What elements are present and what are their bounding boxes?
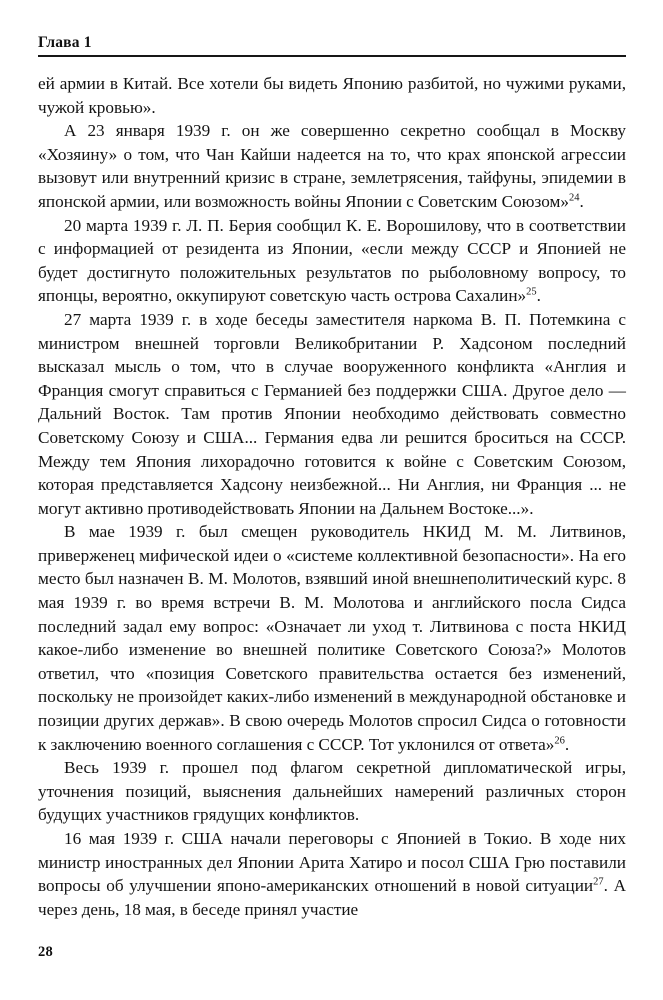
paragraph [38,119,626,213]
footnote-reference[interactable]: 24 [568,192,580,204]
paragraph-text: 20 марта 1939 г. Л. П. Берия сообщил К. Е. Ворошилову, что в соответствии с информацией от резидента из Японии, «если между СССР и Японией не будет достигнуто положительных результатов по рыболовному вопросу, то японцы, вероятно, оккупируют советскую часть острова Сахалин» [38,215,626,306]
paragraph [38,308,626,520]
paragraph [38,72,626,119]
paragraph-text-tail: . [564,734,570,754]
paragraph-text-tail: . [579,191,584,211]
paragraph [38,214,626,308]
body-text-column [38,72,626,921]
footnote-reference[interactable]: 25 [526,286,537,298]
footnote-reference[interactable]: 26 [554,734,565,746]
paragraph [38,520,626,756]
paragraph-text: 27 марта 1939 г. в ходе беседы заместителя наркома В. П. Потемкина с министром внешней торговли Великобритании Р. Хадсоном последний высказал мысль о том, что в случае вооруженного конфликта «Англия и Франция смогут справиться с Германией без поддержки США. Другое дело — Дальний Восток. Там против Японии необходимо действовать совместно Советскому Союзу и США... Германия едва ли решится броситься на СССР. Между тем Япония лихорадочно готовится к войне с Советским Союзом, которая представляется Хадсону неизбежной... Ни Англия, ни Франция ... не могут активно противодействовать Японии на Дальнем Востоке...». [38,309,626,518]
paragraph-text: Весь 1939 г. прошел под флагом секретной дипломатической игры, уточнения позиций, выяснения дальнейших намерений различных сторон будущих участников грядущих конфликтов. [38,758,626,825]
running-head [38,34,626,57]
paragraph-text: В мае 1939 г. был смещен руководитель НКИД М. М. Литвинов, приверженец мифической идеи о «системе коллективной безопасности». На его место был назначен В. М. Молотов, взявший иной внешнеполитический курс. 8 мая 1939 г. во время встречи В. М. Молотова и английского посла Сидса последний задал ему вопрос: «Означает ли уход т. Литвинова с поста НКИД какое-либо изменение во внешней политике Советского Союза?» Молотов ответил, что «позиция Советского правительства остается без изменений, поскольку не произойдет каких-либо изменений в международной обстановке и позиции других держав». В свою очередь Молотов спросил Сидса о готовности к заключению военного соглашения с СССР. Тот уклонился от ответа» [38,522,626,754]
paragraph-text: А 23 января 1939 г. он же совершенно секретно сообщал в Москву «Хозяину» о том, что Чан Кайши надеется на то, что крах японской агрессии вызовут или внутренний кризис в стране, землетрясения, тайфуны, эпидемии в японской армии, или возможность войны Японии с Советским Союзом» [38,121,626,211]
paragraph [38,827,626,921]
header-rule-divider [38,55,626,57]
paragraph-text: ей армии в Китай. Все хотели бы видеть Японию разбитой, но чужими руками, чужой кровью». [38,74,626,117]
paragraph [38,756,626,827]
page-number: 28 [38,944,54,960]
paragraph-text: 16 мая 1939 г. США начали переговоры с Японией в Токио. В ходе них министр иностранных дел Японии Арита Хатиро и посол США Грю поставили вопросы об улучшении японо-американских отношений в новой ситуации [38,829,626,896]
footnote-reference[interactable]: 27 [593,876,604,888]
chapter-title: Глава 1 [38,34,92,51]
paragraph-text-tail: . [536,286,541,306]
paragraph-text-tail: . А через день, 18 мая, в беседе принял участие [38,876,626,919]
